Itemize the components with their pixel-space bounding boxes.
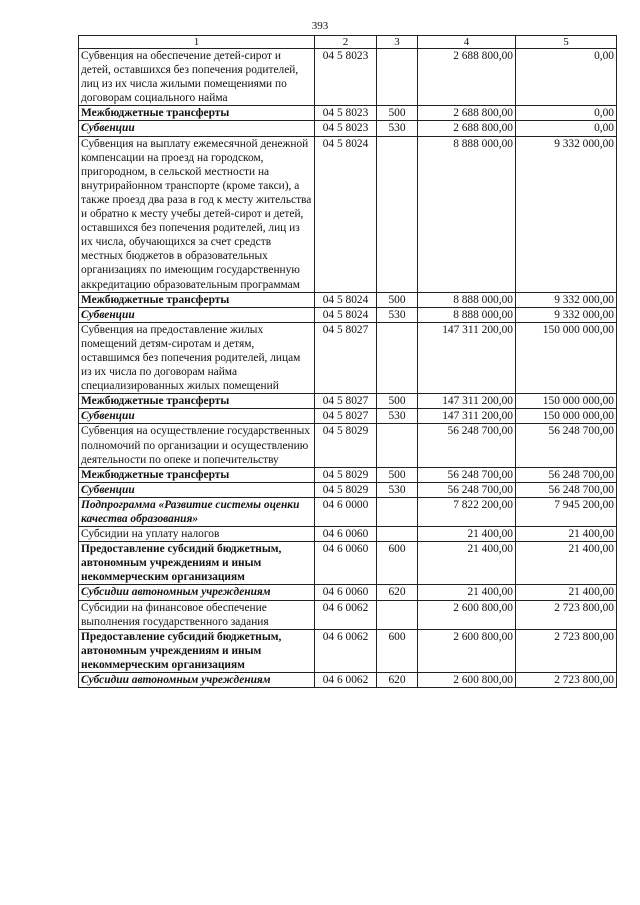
name-cell: Субвенция на осуществление государственных полномочий по организации и осуществлению деятельности по опеке и попечительству	[79, 424, 315, 467]
sum-cell-year2: 7 945 200,00	[516, 497, 617, 526]
sum-cell-year1: 8 888 000,00	[418, 136, 516, 292]
code-cell: 04 5 8024	[315, 307, 377, 322]
sum-cell-year2: 2 723 800,00	[516, 629, 617, 672]
code-cell: 04 6 0060	[315, 585, 377, 600]
code-cell: 04 5 8027	[315, 394, 377, 409]
code-cell: 04 5 8029	[315, 424, 377, 467]
table-row	[79, 527, 617, 542]
sum-cell-year1: 21 400,00	[418, 542, 516, 585]
sum-cell-year1: 2 600 800,00	[418, 600, 516, 629]
type-cell: 600	[377, 542, 418, 585]
table-row	[79, 497, 617, 526]
sum-cell-year1: 2 688 800,00	[418, 121, 516, 136]
table-row	[79, 424, 617, 467]
code-cell: 04 5 8024	[315, 136, 377, 292]
sum-cell-year2: 56 248 700,00	[516, 467, 617, 482]
sum-cell-year1: 2 688 800,00	[418, 49, 516, 106]
sum-cell-year2: 2 723 800,00	[516, 673, 617, 688]
sum-cell-year1: 56 248 700,00	[418, 467, 516, 482]
sum-cell-year1: 147 311 200,00	[418, 322, 516, 393]
type-cell	[377, 49, 418, 106]
table-row	[79, 600, 617, 629]
name-cell: Субвенции	[79, 121, 315, 136]
name-cell: Субвенции	[79, 409, 315, 424]
sum-cell-year2: 150 000 000,00	[516, 409, 617, 424]
table-row	[79, 121, 617, 136]
sum-cell-year2: 21 400,00	[516, 527, 617, 542]
sum-cell-year1: 21 400,00	[418, 585, 516, 600]
type-cell: 530	[377, 482, 418, 497]
sum-cell-year1: 147 311 200,00	[418, 394, 516, 409]
sum-cell-year2: 21 400,00	[516, 585, 617, 600]
sum-cell-year2: 56 248 700,00	[516, 424, 617, 467]
type-cell	[377, 424, 418, 467]
code-cell: 04 5 8027	[315, 322, 377, 393]
type-cell: 500	[377, 292, 418, 307]
name-cell: Субвенции	[79, 482, 315, 497]
table-row	[79, 585, 617, 600]
sum-cell-year2: 0,00	[516, 106, 617, 121]
sum-cell-year2: 150 000 000,00	[516, 322, 617, 393]
sum-cell-year1: 147 311 200,00	[418, 409, 516, 424]
sum-cell-year1: 56 248 700,00	[418, 424, 516, 467]
sum-cell-year2: 150 000 000,00	[516, 394, 617, 409]
code-cell: 04 5 8029	[315, 482, 377, 497]
table-row	[79, 629, 617, 672]
header-cell-4: 4	[418, 36, 516, 49]
sum-cell-year1: 2 600 800,00	[418, 673, 516, 688]
sum-cell-year2: 0,00	[516, 49, 617, 106]
sum-cell-year2: 9 332 000,00	[516, 292, 617, 307]
type-cell: 500	[377, 467, 418, 482]
name-cell: Субвенция на предоставление жилых помещений детям-сиротам и детям, оставшимся без попечения родителей, лицам из их числа по договорам найма специализированных жилых помещений	[79, 322, 315, 393]
name-cell: Межбюджетные трансферты	[79, 292, 315, 307]
table-row	[79, 322, 617, 393]
type-cell: 620	[377, 585, 418, 600]
name-cell: Межбюджетные трансферты	[79, 394, 315, 409]
table-row	[79, 673, 617, 688]
code-cell: 04 6 0062	[315, 673, 377, 688]
code-cell: 04 6 0060	[315, 542, 377, 585]
name-cell: Предоставление субсидий бюджетным, автономным учреждениям и иным некоммерческим организациям	[79, 542, 315, 585]
name-cell: Субсидии автономным учреждениям	[79, 585, 315, 600]
code-cell: 04 5 8027	[315, 409, 377, 424]
type-cell: 500	[377, 106, 418, 121]
name-cell: Субвенция на выплату ежемесячной денежной компенсации на проезд на городском, пригородном, в сельской местности на внутрирайонном транспорте (кроме такси), а также проезд два раза в год к месту жительства и обратно к месту учебы детей-сирот и детей, оставшихся без попечения родителей, лиц из их числа, обучающихся за счет средств местных бюджетов в образовательных организациях по имеющим государственную аккредитацию образовательным программам	[79, 136, 315, 292]
table-row	[79, 136, 617, 292]
name-cell: Подпрограмма «Развитие системы оценки качества образования»	[79, 497, 315, 526]
header-row	[79, 36, 617, 49]
sum-cell-year2: 0,00	[516, 121, 617, 136]
sum-cell-year1: 21 400,00	[418, 527, 516, 542]
sum-cell-year1: 8 888 000,00	[418, 307, 516, 322]
code-cell: 04 5 8023	[315, 121, 377, 136]
type-cell	[377, 527, 418, 542]
type-cell: 620	[377, 673, 418, 688]
code-cell: 04 5 8029	[315, 467, 377, 482]
name-cell: Субсидии автономным учреждениям	[79, 673, 315, 688]
table-row	[79, 106, 617, 121]
header-cell-5: 5	[516, 36, 617, 49]
table-row	[79, 49, 617, 106]
name-cell: Субвенция на обеспечение детей-сирот и детей, оставшихся без попечения родителей, лиц из их числа жилыми помещениями по договорам социального найма	[79, 49, 315, 106]
table-row	[79, 542, 617, 585]
type-cell: 500	[377, 394, 418, 409]
sum-cell-year2: 9 332 000,00	[516, 136, 617, 292]
header-cell-3: 3	[377, 36, 418, 49]
sum-cell-year1: 8 888 000,00	[418, 292, 516, 307]
table-row	[79, 409, 617, 424]
table-row	[79, 482, 617, 497]
sum-cell-year2: 9 332 000,00	[516, 307, 617, 322]
page-number: 393	[311, 20, 329, 32]
name-cell: Межбюджетные трансферты	[79, 467, 315, 482]
sum-cell-year2: 21 400,00	[516, 542, 617, 585]
type-cell	[377, 136, 418, 292]
table-row	[79, 394, 617, 409]
header-cell-2: 2	[315, 36, 377, 49]
table-row	[79, 467, 617, 482]
table-row	[79, 307, 617, 322]
type-cell: 600	[377, 629, 418, 672]
name-cell: Межбюджетные трансферты	[79, 106, 315, 121]
type-cell	[377, 600, 418, 629]
name-cell: Предоставление субсидий бюджетным, автономным учреждениям и иным некоммерческим организациям	[79, 629, 315, 672]
sum-cell-year1: 7 822 200,00	[418, 497, 516, 526]
header-cell-1: 1	[79, 36, 315, 49]
sum-cell-year1: 2 688 800,00	[418, 106, 516, 121]
name-cell: Субсидии на уплату налогов	[79, 527, 315, 542]
table-row	[79, 292, 617, 307]
code-cell: 04 6 0000	[315, 497, 377, 526]
code-cell: 04 5 8023	[315, 106, 377, 121]
code-cell: 04 6 0062	[315, 629, 377, 672]
sum-cell-year2: 56 248 700,00	[516, 482, 617, 497]
budget-table	[78, 35, 617, 688]
code-cell: 04 6 0062	[315, 600, 377, 629]
sum-cell-year2: 2 723 800,00	[516, 600, 617, 629]
type-cell: 530	[377, 121, 418, 136]
code-cell: 04 5 8023	[315, 49, 377, 106]
type-cell	[377, 322, 418, 393]
type-cell: 530	[377, 307, 418, 322]
sum-cell-year1: 56 248 700,00	[418, 482, 516, 497]
name-cell: Субвенции	[79, 307, 315, 322]
code-cell: 04 5 8024	[315, 292, 377, 307]
name-cell: Субсидии на финансовое обеспечение выполнения государственного задания	[79, 600, 315, 629]
type-cell	[377, 497, 418, 526]
type-cell: 530	[377, 409, 418, 424]
code-cell: 04 6 0060	[315, 527, 377, 542]
sum-cell-year1: 2 600 800,00	[418, 629, 516, 672]
